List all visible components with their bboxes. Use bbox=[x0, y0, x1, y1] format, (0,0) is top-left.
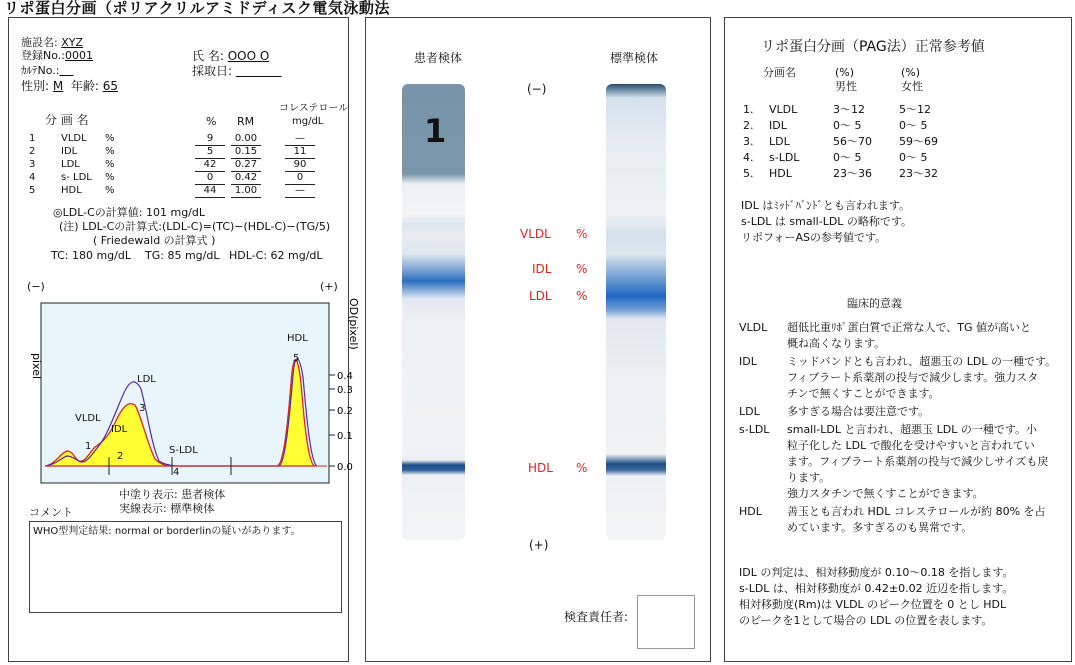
reference-name: LDL bbox=[769, 135, 790, 148]
band-unit-idl: % bbox=[576, 262, 588, 276]
ref-header-name: 分画名 bbox=[763, 66, 796, 79]
chart-number-label: ｶﾙﾃNo.: bbox=[21, 64, 60, 77]
result-unit: % bbox=[105, 133, 115, 144]
reference-female: 5〜12 bbox=[899, 103, 931, 116]
legend-filled: 中塗り表示: 患者検体 bbox=[119, 488, 226, 501]
reference-male: 0〜 5 bbox=[833, 151, 862, 164]
ytick-0-1: 0.1 bbox=[337, 431, 353, 442]
clinical-term: LDL bbox=[739, 405, 760, 418]
peak-label-sldl: S-LDL bbox=[169, 445, 198, 456]
ref-header-female: 女性 bbox=[901, 80, 923, 93]
peak-number-4: 4 bbox=[173, 467, 180, 478]
band-unit-hdl: % bbox=[576, 461, 588, 475]
sex-label: 性別: bbox=[21, 79, 50, 93]
percent-header: % bbox=[206, 115, 217, 128]
result-percent: 42 bbox=[195, 158, 225, 172]
ref-note-3: リポフォーASの参考値です。 bbox=[741, 231, 887, 244]
clinical-term: HDL bbox=[739, 505, 762, 518]
reference-female: 59〜69 bbox=[899, 135, 938, 148]
peak-label-vldl: VLDL bbox=[75, 413, 101, 424]
graph-plus-label: (+) bbox=[320, 280, 338, 293]
peak-number-1: 1 bbox=[85, 441, 92, 452]
result-unit: % bbox=[105, 146, 115, 157]
densitometry-graph bbox=[15, 293, 360, 493]
registration-label: 登録No.: bbox=[21, 49, 65, 62]
reference-no: 4. bbox=[743, 151, 754, 164]
band-label-ldl: LDL bbox=[529, 289, 552, 303]
age-label: 年齢: bbox=[70, 79, 99, 93]
graph-y-label: pixel bbox=[30, 353, 43, 380]
clinical-title: 臨床的意義 bbox=[847, 297, 902, 310]
reference-female: 0〜 5 bbox=[899, 151, 928, 164]
result-rm: 0.42 bbox=[231, 171, 261, 185]
result-name: s- LDL bbox=[61, 172, 92, 183]
name-label: 氏 名: bbox=[192, 49, 224, 63]
result-unit: % bbox=[105, 185, 115, 196]
clinical-description-line: 強力スタチンで無くすことができます。 bbox=[787, 487, 984, 500]
standard-sample-label: 標準検体 bbox=[610, 51, 659, 65]
reference-female: 0〜 5 bbox=[899, 119, 928, 132]
clinical-description-line: 粒子化した LDL で酸化を受けやすいと言われてい bbox=[787, 439, 1035, 452]
result-rm: 0.00 bbox=[231, 132, 261, 146]
ref-header-female-pct: (%) bbox=[901, 66, 921, 79]
reference-no: 2. bbox=[743, 119, 754, 132]
strip-minus-label: (−) bbox=[527, 82, 547, 96]
result-rm: 1.00 bbox=[231, 184, 261, 198]
clinical-description-line: フィブラート系薬剤の投与で減少します。強力スタ bbox=[787, 371, 1039, 384]
reference-male: 0〜 5 bbox=[833, 119, 862, 132]
band-unit-ldl: % bbox=[576, 289, 588, 303]
facility-value: XYZ bbox=[61, 36, 84, 49]
ytick-0-3: 0.3 bbox=[337, 385, 353, 396]
reference-no: 1. bbox=[743, 103, 754, 116]
footer-line-1: IDL の判定は、相対移動度が 0.10〜0.18 を指します。 bbox=[739, 566, 1014, 579]
result-name: LDL bbox=[61, 159, 80, 170]
page-title: リポ蛋白分画（ポリアクリルアミドディスク電気泳動法 bbox=[4, 0, 390, 17]
peak-number-2: 2 bbox=[117, 451, 124, 462]
comment-text: WHO型判定結果: normal or borderlinの疑いがあります。 bbox=[33, 526, 301, 537]
peak-label-ldl: LDL bbox=[137, 374, 156, 385]
sex-value: M bbox=[52, 79, 64, 93]
ytick-0-2: 0.2 bbox=[337, 406, 353, 417]
result-percent: 0 bbox=[195, 171, 225, 185]
result-name: HDL bbox=[61, 185, 82, 196]
band-unit-vldl: % bbox=[576, 227, 588, 241]
result-chol: 11 bbox=[285, 145, 315, 159]
band-label-hdl: HDL bbox=[528, 461, 553, 475]
result-chol: 90 bbox=[285, 158, 315, 172]
result-unit: % bbox=[105, 159, 115, 170]
clinical-description-line: ミッドバンドとも言われ、超悪玉の LDL の一種です。 bbox=[787, 355, 1057, 368]
standard-gel-strip bbox=[606, 84, 666, 540]
result-no: 3 bbox=[29, 159, 36, 170]
clinical-description-line: 概ね高くなります。 bbox=[787, 337, 886, 350]
ytick-0-4: 0.4 bbox=[337, 371, 353, 382]
footer-line-3: 相対移動度(Rm)は VLDL のピーク位置を 0 とし HDL bbox=[739, 598, 1007, 611]
strip-plus-label: (+) bbox=[529, 538, 549, 552]
legend-line: 実線表示: 標準検体 bbox=[119, 502, 215, 515]
graph-minus-label: (−) bbox=[27, 280, 45, 293]
result-percent: 9 bbox=[195, 132, 225, 146]
peak-label-hdl: HDL bbox=[287, 333, 308, 344]
hdlc-value: HDL-C: 62 mg/dL bbox=[229, 249, 323, 262]
reference-no: 3. bbox=[743, 135, 754, 148]
name-value: OOO O bbox=[227, 49, 270, 63]
ref-note-1: IDL はﾐｯﾄﾞﾊﾞﾝﾄﾞとも言われます。 bbox=[741, 199, 910, 212]
result-percent: 5 bbox=[195, 145, 225, 159]
comment-label: コメント bbox=[29, 506, 73, 519]
result-chol: — bbox=[285, 184, 315, 198]
rm-header: RM bbox=[237, 115, 255, 128]
chol-header: コレステロール bbox=[279, 103, 349, 114]
clinical-description-line: ます。フィブラート系薬剤の投与で減少しサイズも戻 bbox=[787, 455, 1049, 468]
graph-y-axis-ticks bbox=[329, 371, 353, 473]
reference-female: 23〜32 bbox=[899, 167, 938, 180]
peak-label-idl: IDL bbox=[111, 424, 128, 435]
inspector-label: 検査責任者: bbox=[564, 610, 629, 624]
clinical-description-line: ります。 bbox=[787, 471, 831, 484]
result-rm: 0.15 bbox=[231, 145, 261, 159]
ldl-calc-value: ◎LDL-Cの計算値: 101 mg/dL bbox=[53, 206, 205, 219]
result-percent: 44 bbox=[195, 184, 225, 198]
tc-value: TC: 180 mg/dL bbox=[51, 249, 131, 262]
fraction-header: 分 画 名 bbox=[45, 113, 89, 127]
result-chol: 0 bbox=[285, 171, 315, 185]
comment-box bbox=[29, 521, 342, 613]
ldl-formula: (注) LDL-Cの計算式:(LDL-C)=(TC)−(HDL-C)−(TG/5) bbox=[59, 220, 331, 233]
reference-panel bbox=[724, 17, 1072, 662]
result-no: 5 bbox=[29, 185, 36, 196]
clinical-description-line: 善玉とも言われ HDL コレステロールが約 80% を占 bbox=[787, 505, 1046, 518]
ytick-0-0: 0.0 bbox=[337, 462, 353, 473]
reference-name: HDL bbox=[769, 167, 792, 180]
reference-name: s-LDL bbox=[769, 151, 800, 164]
ref-header-male-pct: (%) bbox=[835, 66, 855, 79]
band-label-vldl: VLDL bbox=[520, 227, 551, 241]
age-value: 65 bbox=[102, 79, 119, 93]
graph-y-label-right: OD(pixel) bbox=[347, 298, 360, 350]
footer-line-4: のピークを1として場合の LDL の位置を表します。 bbox=[739, 614, 993, 627]
result-unit: % bbox=[105, 172, 115, 183]
peak-number-3: 3 bbox=[139, 403, 146, 414]
clinical-description-line: チンで無くすことができます。 bbox=[787, 387, 940, 400]
reference-name: VLDL bbox=[769, 103, 798, 116]
reference-title: リポ蛋白分画（PAG法）正常参考値 bbox=[761, 39, 985, 55]
date-label: 採取日: bbox=[192, 64, 233, 78]
reference-no: 5. bbox=[743, 167, 754, 180]
band-label-idl: IDL bbox=[532, 262, 552, 276]
ref-note-2: s-LDL は small-LDL の略称です。 bbox=[741, 215, 913, 228]
reference-male: 56〜70 bbox=[833, 135, 872, 148]
clinical-description-line: 超低比重ﾘﾎﾟ蛋白質で正常な人で、TG 値が高いと bbox=[787, 321, 1032, 334]
ldl-formula-name: ( Friedewald の計算式 ) bbox=[93, 234, 216, 247]
tg-value: TG: 85 mg/dL bbox=[145, 249, 220, 262]
reference-male: 23〜36 bbox=[833, 167, 872, 180]
clinical-description-line: 多すぎる場合は要注意です。 bbox=[787, 405, 930, 418]
clinical-description-line: めています。多すぎるのも異常です。 bbox=[787, 521, 973, 534]
inspector-stamp-box[interactable] bbox=[637, 595, 695, 649]
electrophoresis-panel bbox=[365, 17, 711, 662]
result-rm: 0.27 bbox=[231, 158, 261, 172]
strip-number: 1 bbox=[424, 112, 447, 150]
clinical-term: IDL bbox=[739, 355, 757, 368]
result-no: 1 bbox=[29, 133, 36, 144]
report-panel bbox=[8, 17, 360, 662]
result-name: VLDL bbox=[61, 133, 87, 144]
clinical-term: VLDL bbox=[739, 321, 768, 334]
patient-sample-label: 患者検体 bbox=[414, 51, 463, 65]
result-no: 4 bbox=[29, 172, 36, 183]
result-no: 2 bbox=[29, 146, 36, 157]
reference-male: 3〜12 bbox=[833, 103, 865, 116]
result-chol: — bbox=[285, 132, 315, 146]
facility-label: 施設名: bbox=[21, 36, 58, 49]
clinical-description-line: small-LDL と言われ、超悪玉 LDL の一種です。小 bbox=[787, 423, 1037, 436]
clinical-term: s-LDL bbox=[739, 423, 770, 436]
ref-header-male: 男性 bbox=[835, 80, 857, 93]
result-name: IDL bbox=[61, 146, 78, 157]
patient-gel-strip bbox=[402, 84, 465, 540]
chol-unit-header: mg/dL bbox=[292, 116, 324, 127]
footer-line-2: s-LDL は、相対移動度が 0.42±0.02 近辺を指します。 bbox=[739, 582, 1014, 595]
reference-name: IDL bbox=[769, 119, 787, 132]
peak-number-5: 5 bbox=[293, 353, 300, 364]
registration-value: 0001 bbox=[64, 49, 93, 62]
